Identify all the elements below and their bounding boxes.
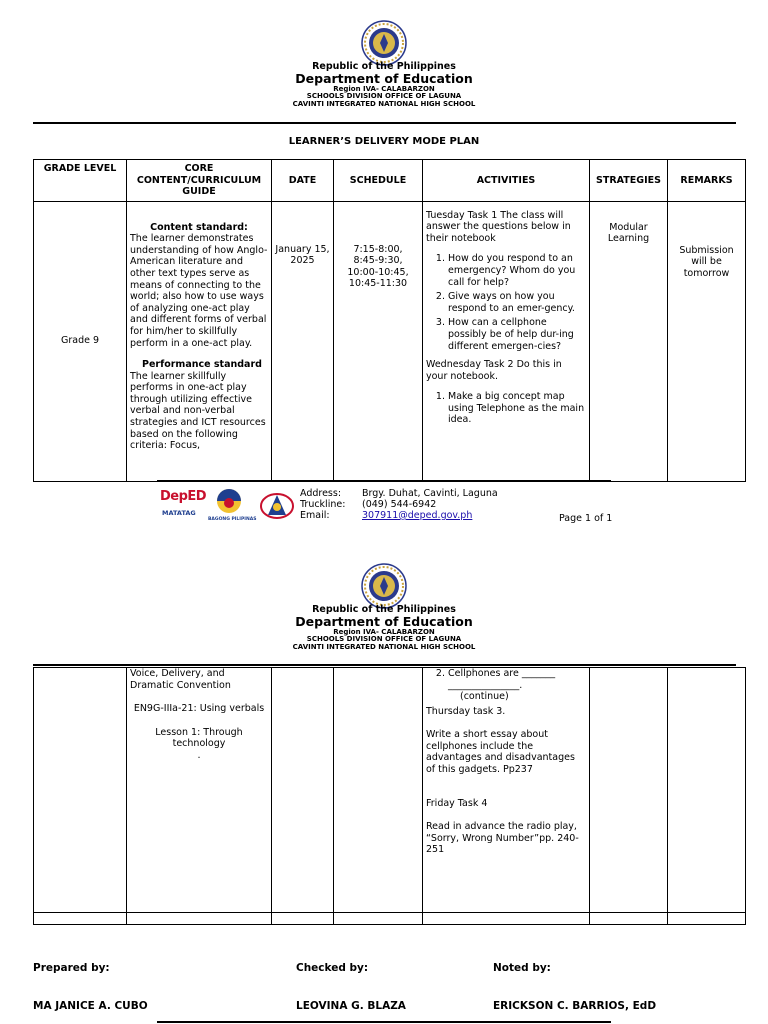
column-header: STRATEGIES [590,160,668,202]
contact-block [300,489,498,522]
empty-cell [272,913,334,925]
deped-logo [160,489,206,504]
lesson-title: Lesson 1: Through technology [155,726,243,750]
task2-list-continued [448,668,586,691]
footer-rule [157,480,611,482]
letterhead [0,62,768,108]
address-label: Address: [300,488,342,499]
bagong-pilipinas-icon [212,487,246,517]
division-line: SCHOOLS DIVISION OFFICE OF LAGUNA [306,635,462,644]
header-rule [33,122,736,124]
republic-line: Republic of the Philippines [312,61,456,72]
date-cell [272,668,334,913]
email-link[interactable]: 307911@deped.gov.ph [362,509,473,521]
grade-cell: Grade 9 [34,201,127,481]
checked-by-label: Checked by: [296,962,369,974]
thursday-text: Write a short essay about cellphones include the advantages and disadvantages of this gadgets. Pp237 [426,729,575,776]
header-rule [33,664,736,666]
deped-seal-icon [361,20,407,66]
empty-cell [334,913,423,925]
task2-list [448,391,586,426]
prepared-by-name: MA JANICE A. CUBO [33,1000,148,1012]
deped-logo-text: DepED [160,489,207,504]
truckline-value: (049) 544-6942 [362,498,437,510]
school-line: CAVINTI INTEGRATED NATIONAL HIGH SCHOOL [292,642,476,651]
strategies-cell: Modular Learning [590,201,668,481]
address-value: Brgy. Duhat, Cavinti, Laguna [362,488,498,499]
table-row [34,913,746,925]
column-header: ACTIVITIES [423,160,590,202]
content-standard-text: The learner demonstrates understanding of how Anglo-American literature and other text types serve as means of connecting to the world; also how to use ways of analyzing one-act play and different forms of verbal for him/her to skillfully perform in a one-act play. [130,233,268,349]
empty-cell [127,913,272,925]
content-standard-heading: Content standard: [150,221,248,233]
list-item: 3. How can a cellphone possibly be of help dur-ing different emergen-cies? [448,317,586,352]
bagong-pilipinas-label: BAGONG PILIPINAS [208,517,257,522]
column-header: REMARKS [668,160,746,202]
department-line: Department of Education [295,70,473,86]
noted-by-label: Noted by: [493,962,551,974]
empty-cell [423,913,590,925]
column-header: DATE [272,160,334,202]
matatag-logo: MATATAG [162,509,196,517]
deped-seal-icon [361,563,407,609]
region-line: Region IVA- CALABARZON [333,628,435,637]
table-row [34,668,746,913]
schedule-cell [334,668,423,913]
friday-text: Read in advance the radio play, “Sorry, Wrong Number”pp. 240-251 [426,821,579,856]
footer-rule [157,1021,611,1023]
strategies-cell [590,668,668,913]
list-item: 2. Cellphones are _______ _______________. [448,668,586,691]
region-line: Region IVA- CALABARZON [333,85,435,94]
content-cell [127,668,272,913]
activities-cell [423,201,590,481]
content-continued-text: Voice, Delivery, and Dramatic Convention [130,668,231,691]
performance-standard-text: The learner skillfully performs in one-act play through utilizing effective verbal and non-verbal strategies and ICT resources based on the following criteria: Focus, [130,370,266,452]
column-header: SCHEDULE [334,160,423,202]
table-header-row [34,160,746,202]
plan-table-continued [33,667,746,925]
task1-list [448,253,586,352]
friday-heading: Friday Task 4 [426,797,488,809]
remarks-cell [668,668,746,913]
email-label: Email: [300,509,330,521]
school-line: CAVINTI INTEGRATED NATIONAL HIGH SCHOOL [292,99,476,108]
document-title: LEARNER’S DELIVERY MODE PLAN [288,136,480,147]
content-cell [127,201,272,481]
list-item: 1. Make a big concept map using Telephone as the main idea. [448,391,586,426]
division-line: SCHOOLS DIVISION OFFICE OF LAGUNA [306,92,462,101]
checked-by-name: LEOVINA G. BLAZA [296,1000,406,1012]
column-header: GRADE LEVEL [34,160,127,202]
continue-note: (continue) [460,691,509,703]
remarks-cell: Submission will be tomorrow [668,201,746,481]
schedule-cell: 7:15-8:00, 8:45-9:30, 10:00-10:45, 10:45-11:30 [334,201,423,481]
table-row [34,201,746,481]
empty-cell [590,913,668,925]
prepared-by-label: Prepared by: [33,962,110,974]
letterhead [0,605,768,651]
empty-cell [668,913,746,925]
department-line: Department of Education [295,613,473,629]
footer-logos [160,487,300,527]
task1-intro: Tuesday Task 1 The class will answer the questions below in their notebook [426,209,571,244]
competency-code: EN9G-IIIa-21: Using verbals [133,703,265,715]
dot-mark: . [197,749,201,761]
truckline-label: Truckline: [300,498,346,510]
empty-cell [34,913,127,925]
school-logo-icon [258,489,296,523]
email-line [300,511,498,522]
page-number: Page 1 of 1 [559,513,613,524]
task2-intro: Wednesday Task 2 Do this in your notebook. [426,359,562,382]
thursday-heading: Thursday task 3. [426,705,506,717]
republic-line: Republic of the Philippines [312,604,456,615]
list-item: 2. Give ways on how you respond to an emer-gency. [448,291,586,314]
list-item: 1. How do you respond to an emergency? Whom do you call for help? [448,253,586,288]
activities-cell [423,668,590,913]
performance-standard-heading: Performance standard [142,359,262,371]
plan-table [33,159,746,482]
noted-by-name: ERICKSON C. BARRIOS, EdD [493,1000,657,1012]
column-header: CORE CONTENT/CURRICULUM GUIDE [127,160,272,202]
date-cell: January 15, 2025 [272,201,334,481]
grade-cell [34,668,127,913]
